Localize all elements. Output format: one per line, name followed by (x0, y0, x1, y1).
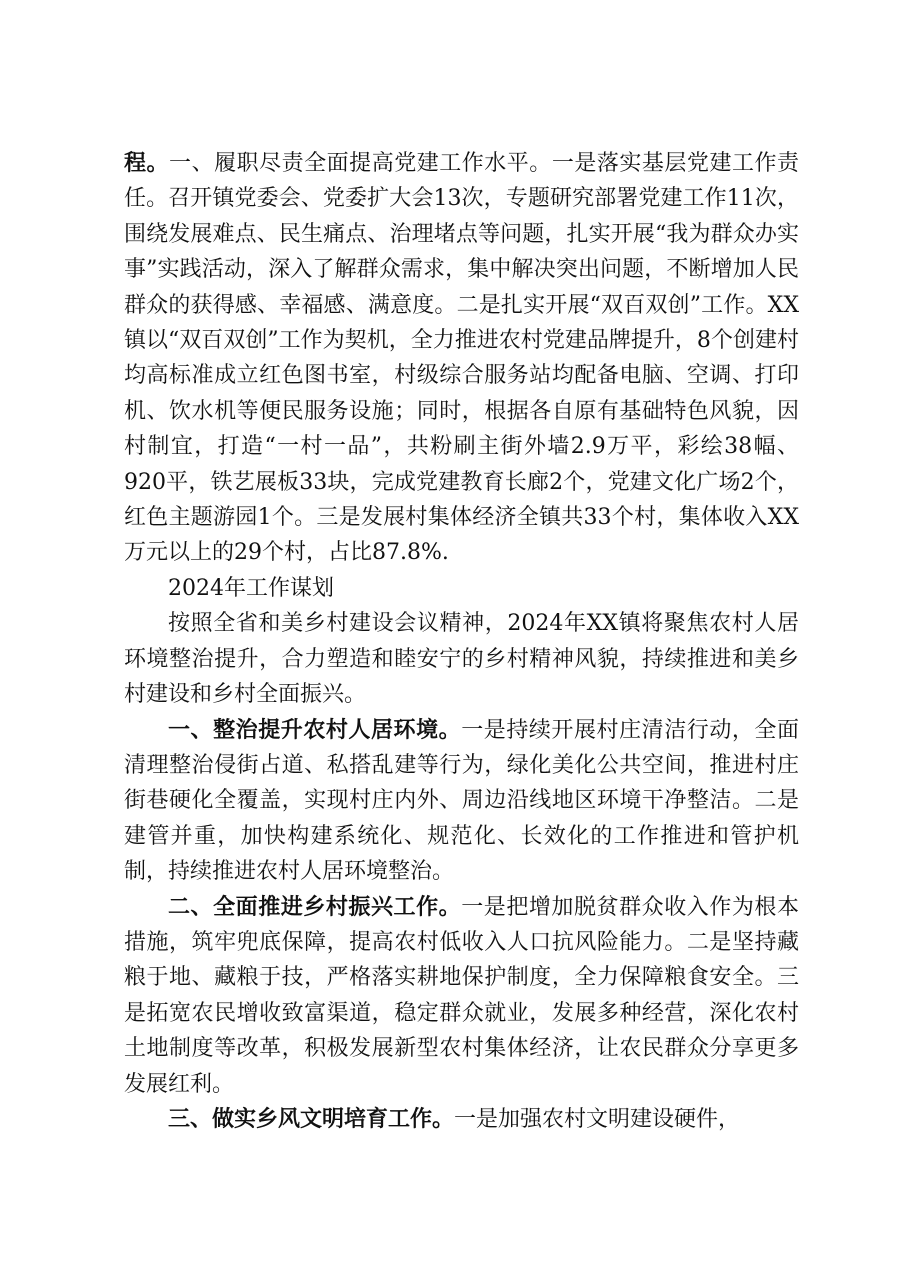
paragraph-party-building (124, 146, 799, 571)
item-3-heading: 三、做实乡风文明培育工作。 (168, 1105, 455, 1132)
section-title: 2024年工作谋划 (168, 575, 334, 601)
item-1-paragraph (124, 713, 799, 890)
item-2-paragraph (124, 890, 799, 1102)
item-2-heading: 二、全面推进乡村振兴工作。 (168, 893, 462, 920)
intro-paragraph: 按照全省和美乡村建设会议精神，2024年XX镇将聚焦农村人居环境整治提升，合力塑造和睦安宁的乡村精神风貌，持续推进和美乡村建设和乡村全面振兴。 (124, 611, 799, 708)
document-page (124, 146, 799, 1137)
item-3-body: 一是加强农村文明建设硬件， (454, 1106, 741, 1132)
item-1-body: 一是持续开展村庄清洁行动，全面清理整治侵街占道、私搭乱建等行为，绿化美化公共空间，推进村庄街巷硬化全覆盖，实现村庄内外、周边沿线地区环境干净整洁。二是建管并重，加快构建系统化、规范化、长效化的工作推进和管护机制，持续推进农村人居环境整治。 (124, 717, 799, 885)
paragraph-party-building-body: 一是落实基层党建工作责任。召开镇党委会、党委扩大会13次，专题研究部署党建工作11次，围绕发展难点、民生痛点、治理堵点等问题，扎实开展“我为群众办实事”实践活动，深入了解群众需求，集中解决突出问题，不断增加人民群众的获得感、幸福感、满意度。二是扎实开展“双百双创”工作。XX镇以“双百双创”工作为契机，全力推进农村党建品牌提升，8个创建村均高标准成立红色图书室，村级综合服务站均配备电脑、空调、打印机、饮水机等便民服务设施；同时，根据各自原有基础特色风貌，因村制宜，打造“一村一品”，共粉刷主街外墙2.9万平，彩绘38幅、920平，铁艺展板33块，完成党建教育长廊2个，党建文化广场2个，红色主题游园1个。三是发展村集体经济全镇共33个村，集体收入XX万元以上的29个村，占比87.8%. (124, 151, 799, 566)
item-3-paragraph (124, 1102, 799, 1137)
heading-party-building: 一、履职尽责全面提高党建工作水平。 (169, 151, 552, 176)
item-1-heading: 一、整治提升农村人居环境。 (168, 716, 462, 743)
item-2-body: 一是把增加脱贫群众收入作为根本措施，筑牢兜底保障，提高农村低收入人口抗风险能力。二是坚持藏粮于地、藏粮于技，严格落实耕地保护制度，全力保障粮食安全。三是拓宽农民增收致富渠道，稳定群众就业，发展多种经营，深化农村土地制度等改革，积极发展新型农村集体经济，让农民群众分享更多发展红利。 (124, 894, 799, 1097)
paragraph-lead: 程。 (124, 150, 170, 176)
